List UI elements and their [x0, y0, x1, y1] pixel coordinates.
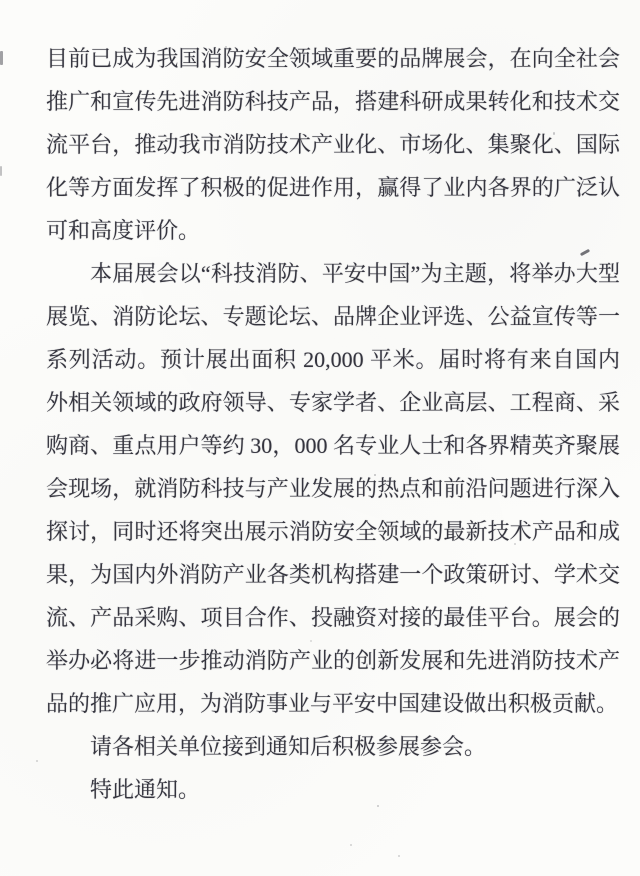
notice-paragraph-call-to-participate: 请各相关单位接到通知后积极参展参会。 — [90, 734, 487, 759]
scan-edge-mark — [0, 51, 3, 65]
notice-body-text — [46, 37, 620, 811]
notice-paragraph-continuation: 目前已成为我国消防安全领域重要的品牌展会，在向全社会推广和宣传先进消防科技产品，搭建科研成果转化和技术交流平台，推动我市消防技术产业化、市场化、集聚化、国际化等方面发挥了积极的促进作用，赢得了业内各界的广泛认可和高度评价。 — [46, 46, 620, 243]
notice-paragraph-exhibition-theme: 本届展会以“科技消防、平安中国”为主题，将举办大型展览、消防论坛、专题论坛、品牌企业评选、公益宣传等一系列活动。预计展出面积 20,000 平米。届时将有来自国内外相关领域的政府领导、专家学者、企业高层、工程商、采购商、重点用户等约 30，000 名专业人士和各界精英齐聚展会现场，就消防科技与产业发展的热点和前沿问题进行深入探讨，同时还将突出展示消防安全领域的最新技术产品和成果，为国内外消防产业各类机构搭建一个政策研讨、学术交流、产品采购、项目合作、投融资对接的最佳平台。展会的举办必将进一步推动消防产业的创新发展和先进消防技术产品的推广应用，为消防事业与平安中国建设做出积极贡献。 — [46, 261, 620, 716]
scan-speck — [225, 46, 227, 48]
scan-speck — [350, 844, 352, 846]
scan-edge-mark — [0, 166, 2, 176]
scan-speck — [377, 805, 379, 807]
scan-speck — [514, 543, 516, 545]
scan-speck — [553, 132, 555, 135]
scan-speck — [398, 855, 400, 857]
scan-speck — [36, 760, 38, 762]
scan-speck — [310, 640, 312, 642]
notice-paragraph-closing: 特此通知。 — [90, 777, 201, 802]
scan-speck — [374, 474, 376, 476]
